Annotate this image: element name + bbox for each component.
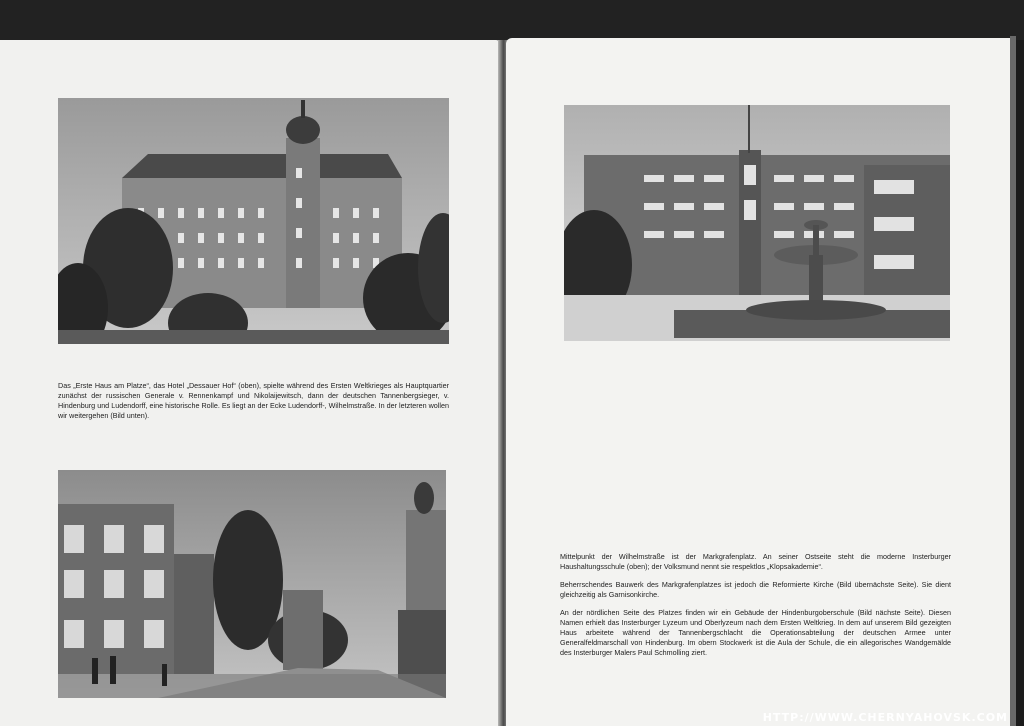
paragraph-hindenburgoberschule: An der nördlichen Seite des Platzes finden wir ein Gebäude der Hindenburgoberschule (Bild nächste Seite). Diesen Namen erhielt das Insterburger Lyzeum und Oberlyzeum nach dem Ersten Weltkrieg. In dem auf unserem Bild gezeigten Haus arbeitete während der Tannenbergschlacht die Operationsabteilung der deutschen Armee unter Generalfeldmarschall von Hindenburg. Im obern Stockwerk ist die Aula der Schule, die ein allegorisches Wandgemälde des Insterburger Malers Paul Schmolling ziert. <box>560 608 951 657</box>
caption-markgrafenplatz <box>560 552 951 666</box>
paragraph-reformierte-kirche: Beherrschendes Bauwerk des Markgrafenplatzes ist jedoch die Reformierte Kirche (Bild übernächste Seite). Sie dient gleichzeitig als Garnisonkirche. <box>560 580 951 599</box>
photo-wilhelmstrasse <box>58 470 446 698</box>
caption-hotel: Das „Erste Haus am Platze“, das Hotel „Dessauer Hof“ (oben), spielte während des Ersten Weltkrieges als Hauptquartier zunächst der russischen Generale v. Rennenkampf und Nikolaijewitsch, dann der deutschen Tannenbergsieger, v. Hindenburg und Ludendorff, eine historische Rolle. Es liegt an der Ecke Ludendorff-, Wilhelmstraße. In der letzteren wollen wir weitergehen (Bild unten). <box>58 381 449 420</box>
left-page <box>0 40 502 726</box>
right-page <box>506 38 1014 726</box>
photo-hotel-dessauer-hof <box>58 98 449 344</box>
background-top <box>0 0 1024 40</box>
paragraph-haushaltungsschule: Mittelpunkt der Wilhelmstraße ist der Markgrafenplatz. An seiner Ostseite steht die moderne Insterburger Haushaltungsschule (oben); der Volksmund nennt sie respektlos „Klopsakademie“. <box>560 552 951 571</box>
book-edge <box>1010 36 1016 726</box>
photo-haushaltungsschule <box>564 105 950 341</box>
watermark-url: HTTP://WWW.CHERNYAHOVSK.COM <box>762 711 1008 724</box>
